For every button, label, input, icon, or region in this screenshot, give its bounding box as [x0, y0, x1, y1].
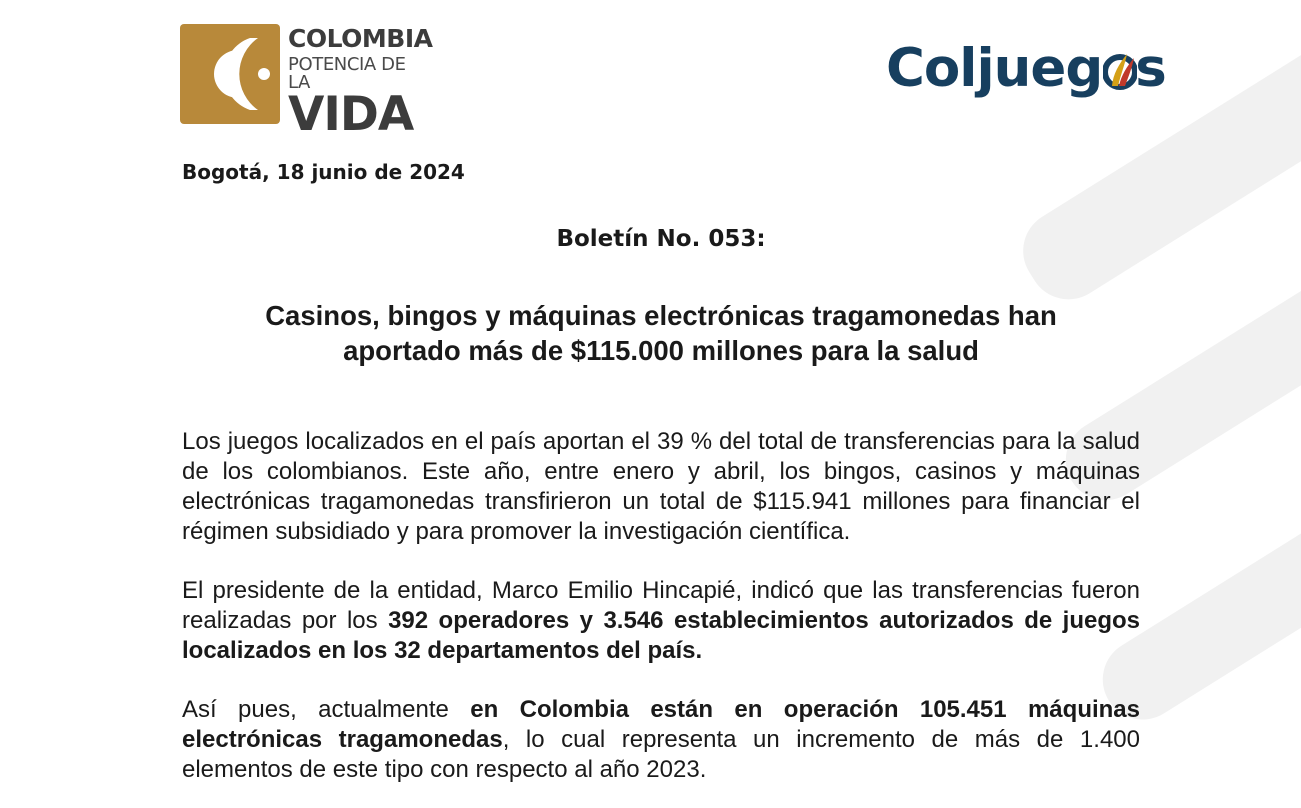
body-paragraph-3: [182, 695, 1140, 785]
colombia-logo-line2: POTENCIA DE LA: [288, 54, 406, 93]
coljuegos-logo-text-start: Coljueg: [886, 38, 1103, 99]
headline-line-1: Casinos, bingos y máquinas electrónicas tragamonedas han: [265, 300, 1057, 331]
colombia-logo-mark-icon: [180, 24, 280, 124]
body-paragraph-2: [182, 576, 1140, 666]
paragraph-2-text: El presidente de la entidad, Marco Emilio Hincapié, indicó que las transferencias fueron realizadas por los: [182, 577, 1140, 634]
headline-line-2: aportado más de $115.000 millones para la salud: [343, 335, 979, 366]
colombia-potencia-de-la-vida-logo: [180, 22, 433, 142]
colombia-logo-line1: COLOMBIA: [288, 24, 433, 53]
coljuegos-flame-icon: [1103, 44, 1137, 105]
bulletin-number: Boletín No. 053:: [556, 226, 766, 252]
headline: [182, 298, 1140, 368]
paragraph-3-text-start: Así pues, actualmente: [182, 696, 471, 723]
coljuegos-logo: [886, 38, 1166, 108]
paragraph-2-bold-text: 392 operadores y 3.546 establecimientos autorizados de juegos localizados en los 32 departamentos del país.: [182, 607, 1141, 664]
release-date: Bogotá, 18 junio de 2024: [182, 160, 465, 184]
body-paragraph-1: Los juegos localizados en el país aportan el 39 % del total de transferencias para la salud de los colombianos. Este año, entre enero y abril, los bingos, casinos y máquinas electrónicas tragamonedas transfirieron un total de $115.941 millones para financiar el régimen subsidiado y para promover la investigación científica.: [182, 428, 1140, 545]
paragraph-3-text-end: , lo cual representa un incremento de más de 1.400 elementos de este tipo con respecto al año 2023.: [182, 726, 1140, 783]
paragraph-3-bold-text: en Colombia están en operación 105.451 máquinas electrónicas tragamonedas: [182, 696, 1140, 753]
coljuegos-logo-text-end: s: [1135, 38, 1166, 99]
colombia-logo-line3: VIDA: [288, 87, 414, 142]
colombia-logo-text: [288, 22, 433, 142]
